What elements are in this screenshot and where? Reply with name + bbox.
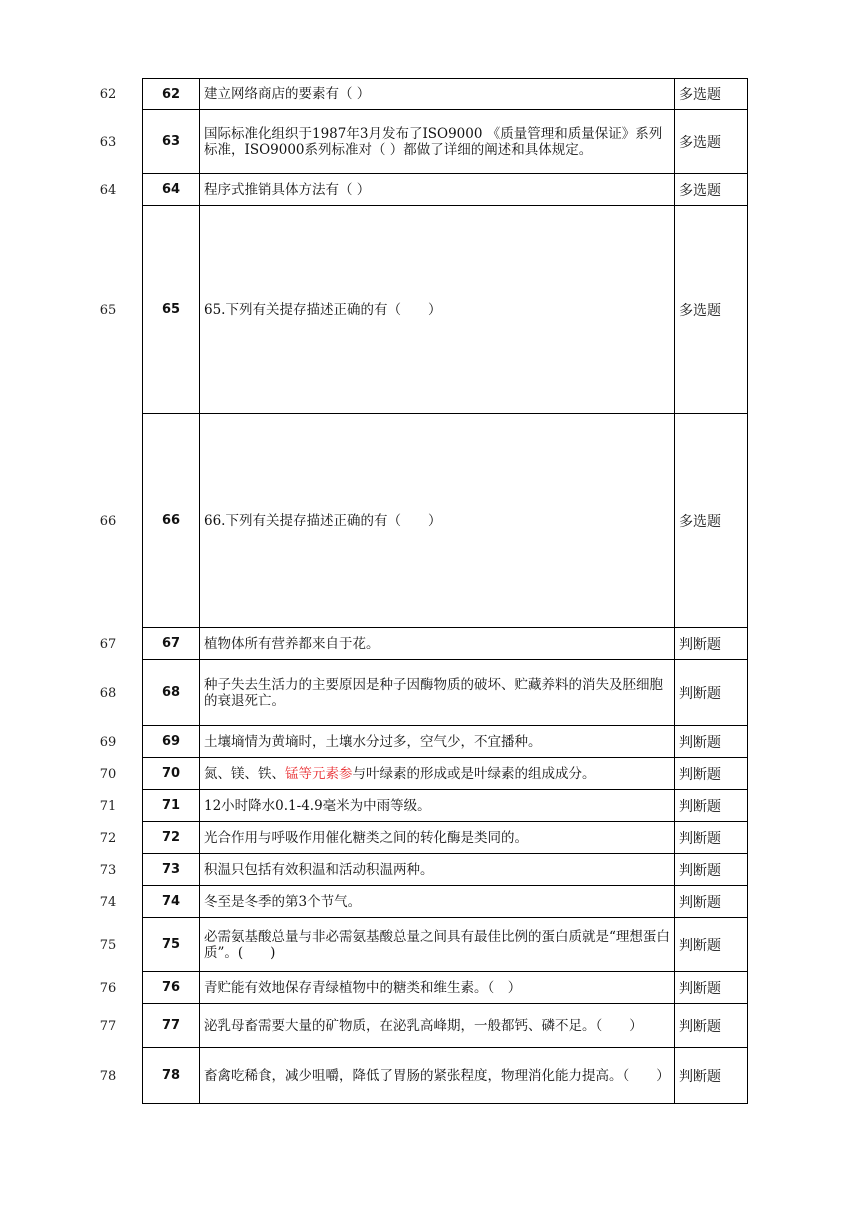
row-number: 74 [99,894,117,910]
row-number: 78 [99,1068,117,1084]
table-row [0,822,860,854]
question-cell[interactable] [200,110,675,173]
question-cell[interactable] [200,918,675,971]
row-number: 64 [99,182,117,198]
question-number-cell[interactable]: 74 [143,886,200,917]
table-row [0,174,860,206]
question-cell[interactable] [200,660,675,725]
table-row [0,206,860,414]
question-cell[interactable] [200,972,675,1003]
row-number: 77 [99,1018,117,1034]
question-number-cell[interactable]: 70 [143,758,200,789]
question-type-cell[interactable]: 判断题 [679,1068,721,1085]
row-number: 72 [99,830,117,846]
question-number-cell[interactable]: 66 [143,414,200,627]
question-number-cell[interactable]: 78 [143,1048,200,1103]
row-number: 62 [99,86,117,102]
row-number: 75 [99,937,117,953]
table-row [0,886,860,918]
table-row [0,628,860,660]
question-text [204,766,596,782]
question-number-cell[interactable]: 64 [143,174,200,205]
row-number: 67 [99,636,117,652]
question-text: 程序式推销具体方法有（ ） [204,181,371,198]
question-text: 国际标准化组织于1987年3月发布了ISO9000 《质量管理和质量保证》系列标准，ISO9000系列标准对（ ）都做了详细的阐述和具体规定。 [204,125,663,158]
row-number: 76 [99,980,117,996]
question-text: 畜禽吃稀食，减少咀嚼，降低了胃肠的紧张程度，物理消化能力提高。（ ） [204,1067,670,1084]
question-text: 冬至是冬季的第3个节气。 [204,893,362,910]
question-text: 泌乳母畜需要大量的矿物质，在泌乳高峰期，一般都钙、磷不足。（ ） [204,1017,643,1034]
table-row [0,1004,860,1048]
spreadsheet-table [0,78,860,1104]
question-text: 66.下列有关提存描述正确的有（ ） [204,512,442,529]
question-type-cell[interactable]: 多选题 [679,302,721,319]
table-row [0,414,860,628]
row-number: 70 [99,766,117,782]
row-number: 66 [99,513,117,529]
question-type-cell[interactable]: 多选题 [679,134,721,151]
question-number-cell[interactable]: 62 [143,79,200,109]
question-type-cell[interactable]: 判断题 [679,937,721,954]
row-number: 71 [99,798,117,814]
question-number-cell[interactable]: 73 [143,854,200,885]
question-cell[interactable] [200,854,675,885]
question-number-cell[interactable]: 63 [143,110,200,173]
question-cell[interactable] [200,174,675,205]
question-type-cell[interactable]: 多选题 [679,513,721,530]
row-number: 73 [99,862,117,878]
question-cell[interactable] [200,414,675,627]
question-text: 积温只包括有效积温和活动积温两种。 [204,861,434,878]
question-type-cell[interactable]: 判断题 [679,766,721,783]
question-text-part: 氮、镁、铁、 [204,765,285,782]
question-number-cell[interactable]: 72 [143,822,200,853]
question-number-cell[interactable]: 71 [143,790,200,821]
question-number-cell[interactable]: 76 [143,972,200,1003]
row-number: 65 [99,302,117,318]
question-text: 65.下列有关提存描述正确的有（ ） [204,301,442,318]
row-number: 63 [99,134,117,150]
question-type-cell[interactable]: 判断题 [679,830,721,847]
question-type-cell[interactable]: 多选题 [679,87,721,103]
question-type-cell[interactable]: 判断题 [679,894,721,911]
question-text: 青贮能有效地保存青绿植物中的糖类和维生素。（ ） [204,979,522,996]
question-number-cell[interactable]: 65 [143,206,200,413]
question-type-cell[interactable]: 判断题 [679,734,721,751]
question-text: 植物体所有营养都来自于花。 [204,635,380,652]
table-row [0,78,860,110]
question-text: 必需氨基酸总量与非必需氨基酸总量之间具有最佳比例的蛋白质就是“理想蛋白质”。( ) [204,928,670,961]
question-cell[interactable] [200,1048,675,1103]
question-text-part: 与叶绿素的形成或是叶绿素的组成成分。 [352,765,596,782]
question-cell[interactable] [200,822,675,853]
table-row [0,758,860,790]
question-text: 12小时降水0.1-4.9毫米为中雨等级。 [204,797,431,814]
question-number-cell[interactable]: 68 [143,660,200,725]
table-row [0,790,860,822]
question-number-cell[interactable]: 67 [143,628,200,659]
table-row [0,660,860,726]
question-number-cell[interactable]: 69 [143,726,200,757]
question-type-cell[interactable]: 多选题 [679,182,721,199]
question-type-cell[interactable]: 判断题 [679,980,721,997]
highlighted-text: 锰等元素参 [285,765,353,782]
question-cell[interactable] [200,628,675,659]
table-row [0,854,860,886]
question-cell[interactable] [200,79,675,109]
question-type-cell[interactable]: 判断题 [679,636,721,653]
question-cell[interactable] [200,726,675,757]
question-cell[interactable] [200,886,675,917]
question-text: 土壤墒情为黄墒时，土壤水分过多，空气少，不宜播种。 [204,733,542,750]
question-number-cell[interactable]: 75 [143,918,200,971]
question-text: 种子失去生活力的主要原因是种子因酶物质的破坏、贮藏养料的消失及胚细胞的衰退死亡。 [204,676,663,709]
question-cell[interactable] [200,758,675,789]
question-text: 建立网络商店的要素有（ ） [204,86,371,102]
table-row [0,110,860,174]
question-text: 光合作用与呼吸作用催化糖类之间的转化酶是类同的。 [204,829,528,846]
question-type-cell[interactable]: 判断题 [679,798,721,815]
table-row [0,918,860,972]
row-number: 68 [99,685,117,701]
question-cell[interactable] [200,1004,675,1047]
question-type-cell[interactable]: 判断题 [679,685,721,702]
question-type-cell[interactable]: 判断题 [679,1018,721,1035]
question-type-cell[interactable]: 判断题 [679,862,721,879]
question-cell[interactable] [200,790,675,821]
question-cell[interactable] [200,206,675,413]
row-number: 69 [99,734,117,750]
table-row [0,972,860,1004]
question-number-cell[interactable]: 77 [143,1004,200,1047]
table-row [0,726,860,758]
table-row [0,1048,860,1104]
